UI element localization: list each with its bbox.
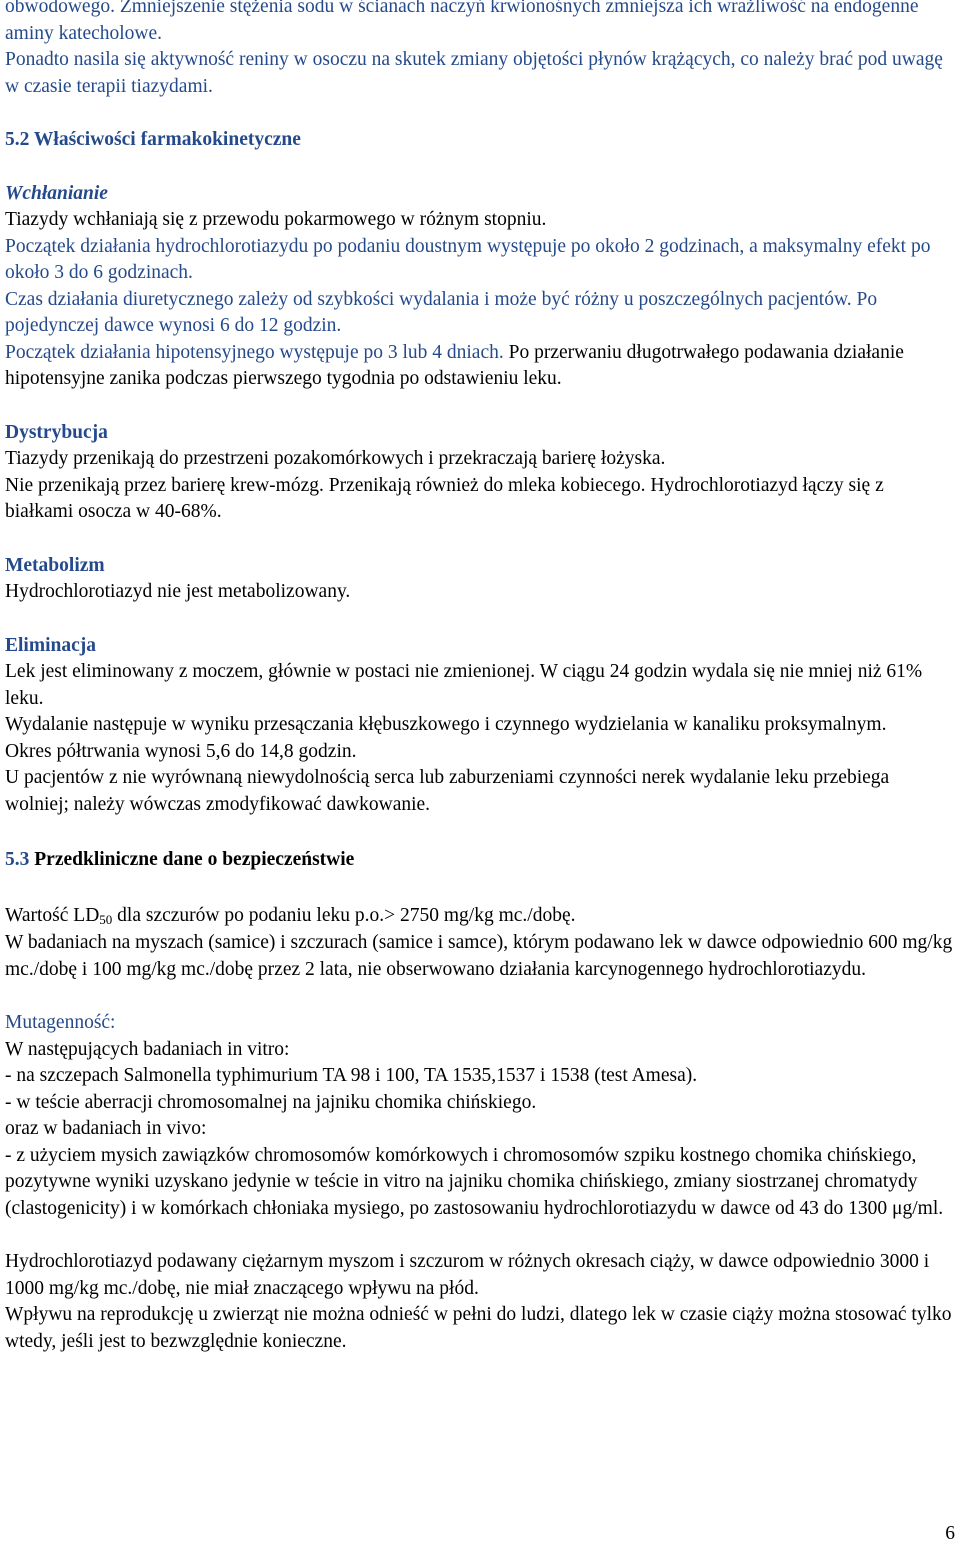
wchlanianie-paragraph-4b: Po przerwaniu długotrwałego podawania działanie hipotensyjne zanika podczas pierwszego tygodnia po odstawieniu leku. bbox=[5, 341, 904, 389]
section-5-3-number: 5.3 bbox=[5, 849, 30, 870]
ld50-subscript: 50 bbox=[99, 911, 113, 927]
mutagennosc-heading: Mutagenność: bbox=[5, 1012, 116, 1033]
wchlanianie-paragraph-4 bbox=[5, 340, 955, 393]
mutagennosc-line-1: W następujących badaniach in vitro: bbox=[5, 1038, 290, 1060]
carcinogenicity-paragraph: W badaniach na myszach (samice) i szczurach (samice i samce), którym podawano lek w dawce odpowiednio 600 mg/kg mc./dobę i 100 mg/kg mc./dobę przez 2 lata, nie obserwowano działania karcynogennego hydrochlorotiazydu. bbox=[5, 932, 953, 980]
dystrybucja-heading: Dystrybucja bbox=[5, 421, 108, 443]
pregnancy-paragraph: Hydrochlorotiazyd podawany ciężarnym myszom i szczurom w różnych okresach ciąży, w dawce odpowiednio 3000 i 1000 mg/kg mc./dobę, nie miał znaczącego wpływu na płód. bbox=[5, 1251, 930, 1299]
intro-paragraph-1: obwodowego. Zmniejszenie stężenia sodu w ścianach naczyń krwionośnych zmniejsza ich wrażliwość na endogenne aminy katecholowe. bbox=[5, 0, 919, 44]
section-5-2-heading: 5.2 Właściwości farmakokinetyczne bbox=[5, 129, 301, 150]
dystrybucja-paragraph-1: Tiazydy przenikają do przestrzeni pozakomórkowych i przekraczają barierę łożyska. bbox=[5, 448, 666, 469]
section-5-3-heading bbox=[5, 847, 955, 874]
reproduction-paragraph: Wpływu na reprodukcję u zwierząt nie można odnieść w pełni do ludzi, dlatego lek w czasie ciąży można stosować tylko wtedy, jeśli jest to bezwzględnie konieczne. bbox=[5, 1304, 952, 1352]
eliminacja-paragraph-4: U pacjentów z nie wyrównaną niewydolnością serca lub zaburzeniami czynności nerek wydalanie leku przebiega wolniej; należy wówczas zmodyfikować dawkowanie. bbox=[5, 767, 890, 815]
dystrybucja-paragraph-2: Nie przenikają przez barierę krew-mózg. Przenikają również do mleka kobiecego. Hydrochlorotiazyd łączy się z białkami osocza w 40-68%. bbox=[5, 474, 884, 522]
eliminacja-heading: Eliminacja bbox=[5, 634, 96, 656]
ld50-prefix: Wartość LD bbox=[5, 904, 100, 926]
document-page bbox=[5, 0, 955, 1355]
wchlanianie-paragraph-1: Tiazydy wchłaniają się z przewodu pokarmowego w różnym stopniu. bbox=[5, 209, 547, 230]
wchlanianie-paragraph-4a: Początek działania hipotensyjnego występuje po 3 lub 4 dniach. bbox=[5, 341, 504, 363]
metabolizm-paragraph-1: Hydrochlorotiazyd nie jest metabolizowany. bbox=[5, 581, 351, 602]
wchlanianie-paragraph-3: Czas działania diuretycznego zależy od szybkości wydalania i może być różny u poszczególnych pacjentów. Po pojedynczej dawce wynosi 6 do 12 godzin. bbox=[5, 288, 878, 336]
metabolizm-heading: Metabolizm bbox=[5, 554, 105, 576]
mutagennosc-line-4: oraz w badaniach in vivo: bbox=[5, 1118, 207, 1139]
intro-paragraph-2: Ponadto nasila się aktywność reniny w osoczu na skutek zmiany objętości płynów krążących, co należy brać pod uwagę w czasie terapii tiazydami. bbox=[5, 49, 943, 97]
wchlanianie-heading: Wchłanianie bbox=[5, 182, 108, 204]
mutagennosc-line-2: - na szczepach Salmonella typhimurium TA 98 i 100, TA 1535,1537 i 1538 (test Amesa). bbox=[5, 1065, 698, 1086]
ld50-paragraph bbox=[5, 903, 955, 931]
wchlanianie-paragraph-2: Początek działania hydrochlorotiazydu po podaniu doustnym występuje po około 2 godzinach, a maksymalny efekt po około 3 do 6 godzinach. bbox=[5, 235, 931, 283]
section-5-3-title: Przedkliniczne dane o bezpieczeństwie bbox=[29, 849, 355, 870]
eliminacja-paragraph-2: Wydalanie następuje w wyniku przesączania kłębuszkowego i czynnego wydzielania w kanaliku proksymalnym. bbox=[5, 714, 887, 735]
mutagennosc-line-3: - w teście aberracji chromosomalnej na jajniku chomika chińskiego. bbox=[5, 1091, 537, 1113]
mutagennosc-line-5: - z użyciem mysich zawiązków chromosomów komórkowych i chromosomów szpiku kostnego chomika chińskiego, pozytywne wyniki uzyskano jedynie w teście in vitro na jajniku chomika chińskiego, zmiany siostrzanej chromatydy (clastogenicity) i w komórkach chłoniaka mysiego, po zastosowaniu hydrochlorotiazydu w dawce od 43 do 1300 μg/ml. bbox=[5, 1144, 944, 1219]
page-number: 6 bbox=[945, 1523, 955, 1544]
eliminacja-paragraph-3: Okres półtrwania wynosi 5,6 do 14,8 godzin. bbox=[5, 740, 357, 762]
eliminacja-paragraph-1: Lek jest eliminowany z moczem, głównie w postaci nie zmienionej. W ciągu 24 godzin wydala się nie mniej niż 61% leku. bbox=[5, 661, 923, 709]
ld50-suffix: dla szczurów po podaniu leku p.o.> 2750 mg/kg mc./dobę. bbox=[112, 904, 576, 926]
